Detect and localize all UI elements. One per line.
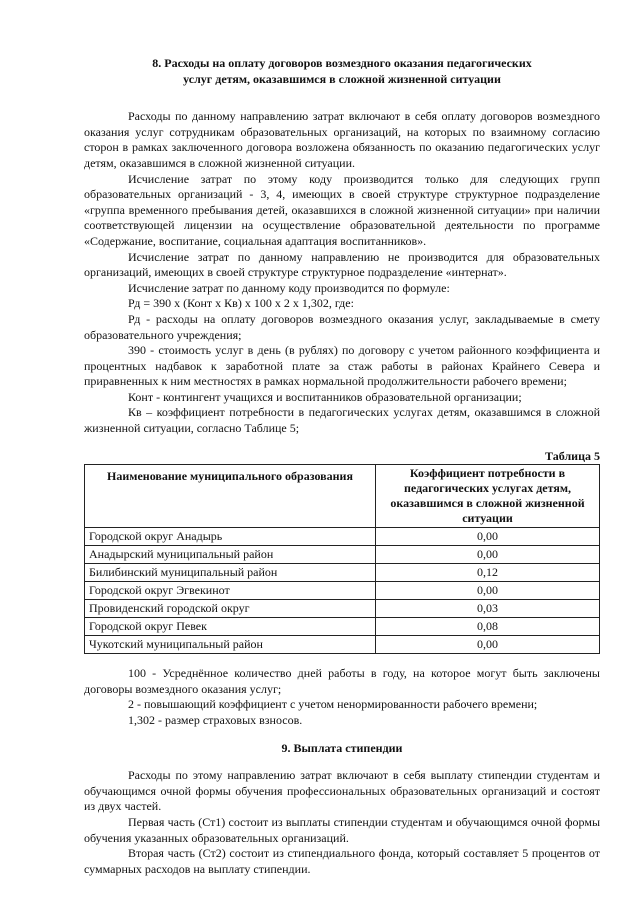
- paragraph: Расходы по этому направлению затрат включают в себя выплату стипендии студентам и обучающимся очной формы обучения профессиональных образовательных организаций и состоят из двух частей.: [84, 768, 600, 814]
- section-9-title: 9. Выплата стипендии: [281, 740, 403, 755]
- document-content: [84, 56, 600, 877]
- paragraph: Рд - расходы на оплату договоров возмездного оказания услуг, закладываемые в смету образовательного учреждения;: [84, 311, 600, 342]
- paragraph: 2 - повышающий коэффициент с учетом ненормированности рабочего времени;: [128, 697, 538, 712]
- table-cell-value: 0,00: [376, 582, 600, 600]
- formula: Рд = 390 x (Конт x Кв) x 100 x 2 x 1,302, где:: [128, 296, 354, 311]
- paragraph: Исчисление затрат по данному коду производится по формуле:: [128, 280, 450, 295]
- paragraph: Расходы по данному направлению затрат включают в себя оплату договоров возмездного оказания услуг сотрудникам образовательных организаций, на которых по взаимному согласию сторон в рамках заключенного договора возложена обязанность по оказанию педагогических услуг детям, оказавшимся в сложной жизненной ситуации.: [84, 109, 600, 170]
- table-cell-value: 0,00: [376, 546, 600, 564]
- table-row: [85, 546, 600, 564]
- table-row: [85, 582, 600, 600]
- table-header-coefficient: Коэффициент потребности в педагогических услугах детям, оказавшимся в сложной жизненной ситуации: [376, 465, 600, 528]
- paragraph: Исчисление затрат по этому коду производится только для следующих групп образовательных организаций - 3, 4, имеющих в своей структуре структурное подразделение «группа временного пребывания детей, оказавшихся в сложной жизненной ситуации» при наличии соответствующей лицензии на осуществление образовательной деятельности по программе «Содержание, воспитание, социальная адаптация воспитанников».: [84, 171, 600, 248]
- after-table-notes: [84, 666, 600, 728]
- paragraph: Исчисление затрат по данному направлению не производится для образовательных организаций, имеющих в своей структуре структурное подразделение «интернат».: [84, 249, 600, 280]
- table-cell-name: Билибинский муниципальный район: [85, 564, 376, 582]
- table-header-row: [85, 465, 600, 528]
- table-cell-name: Анадырский муниципальный район: [85, 546, 376, 564]
- table-row: [85, 636, 600, 654]
- table-row: [85, 564, 600, 582]
- paragraph: 1,302 - размер страховых взносов.: [128, 713, 303, 728]
- table-row: [85, 528, 600, 546]
- table-cell-name: Городской округ Эгвекинот: [85, 582, 376, 600]
- table-cell-value: 0,00: [376, 528, 600, 546]
- table-cell-value: 0,08: [376, 618, 600, 636]
- paragraph: Конт - контингент учащихся и воспитанников образовательной организации;: [128, 389, 522, 404]
- table-cell-name: Чукотский муниципальный район: [85, 636, 376, 654]
- table-row: [85, 600, 600, 618]
- table-cell-name: Городской округ Певек: [85, 618, 376, 636]
- paragraph: Вторая часть (Ст2) состоит из стипендиального фонда, который составляет 5 процентов от суммарных расходов на выплату стипендии.: [84, 846, 600, 876]
- table-cell-value: 0,12: [376, 564, 600, 582]
- section-8-title-line2: услуг детям, оказавшимся в сложной жизненной ситуации: [183, 71, 501, 86]
- table-cell-name: Городской округ Анадырь: [85, 528, 376, 546]
- table-cell-value: 0,03: [376, 600, 600, 618]
- section-8-title-line1: 8. Расходы на оплату договоров возмездного оказания педагогических: [152, 56, 532, 70]
- section-8-title: [84, 56, 600, 87]
- paragraph: Кв – коэффициент потребности в педагогических услугах детям, оказавшимся в сложной жизненной ситуации, согласно Таблице 5;: [84, 405, 600, 436]
- paragraph: 390 - стоимость услуг в день (в рублях) по договору с учетом районного коэффициента и процентных надбавок к заработной плате за стаж работы в районах Крайнего Севера и приравненных к ним местностях в рамках нормальной продолжительности рабочего времени;: [84, 343, 600, 389]
- table-caption: Таблица 5: [545, 448, 600, 463]
- table-row: [85, 618, 600, 636]
- table-cell-name: Провиденский городской округ: [85, 600, 376, 618]
- coefficient-table: [84, 464, 600, 654]
- paragraph: Первая часть (Ст1) состоит из выплаты стипендии студентам и обучающимся очной формы обучения указанных образовательных организаций.: [84, 815, 600, 845]
- table-header-municipality: Наименование муниципального образования: [85, 465, 376, 528]
- table-cell-value: 0,00: [376, 636, 600, 654]
- paragraph: 100 - Усреднённое количество дней работы в году, на которое могут быть заключены договоры возмездного оказания услуг;: [84, 666, 600, 696]
